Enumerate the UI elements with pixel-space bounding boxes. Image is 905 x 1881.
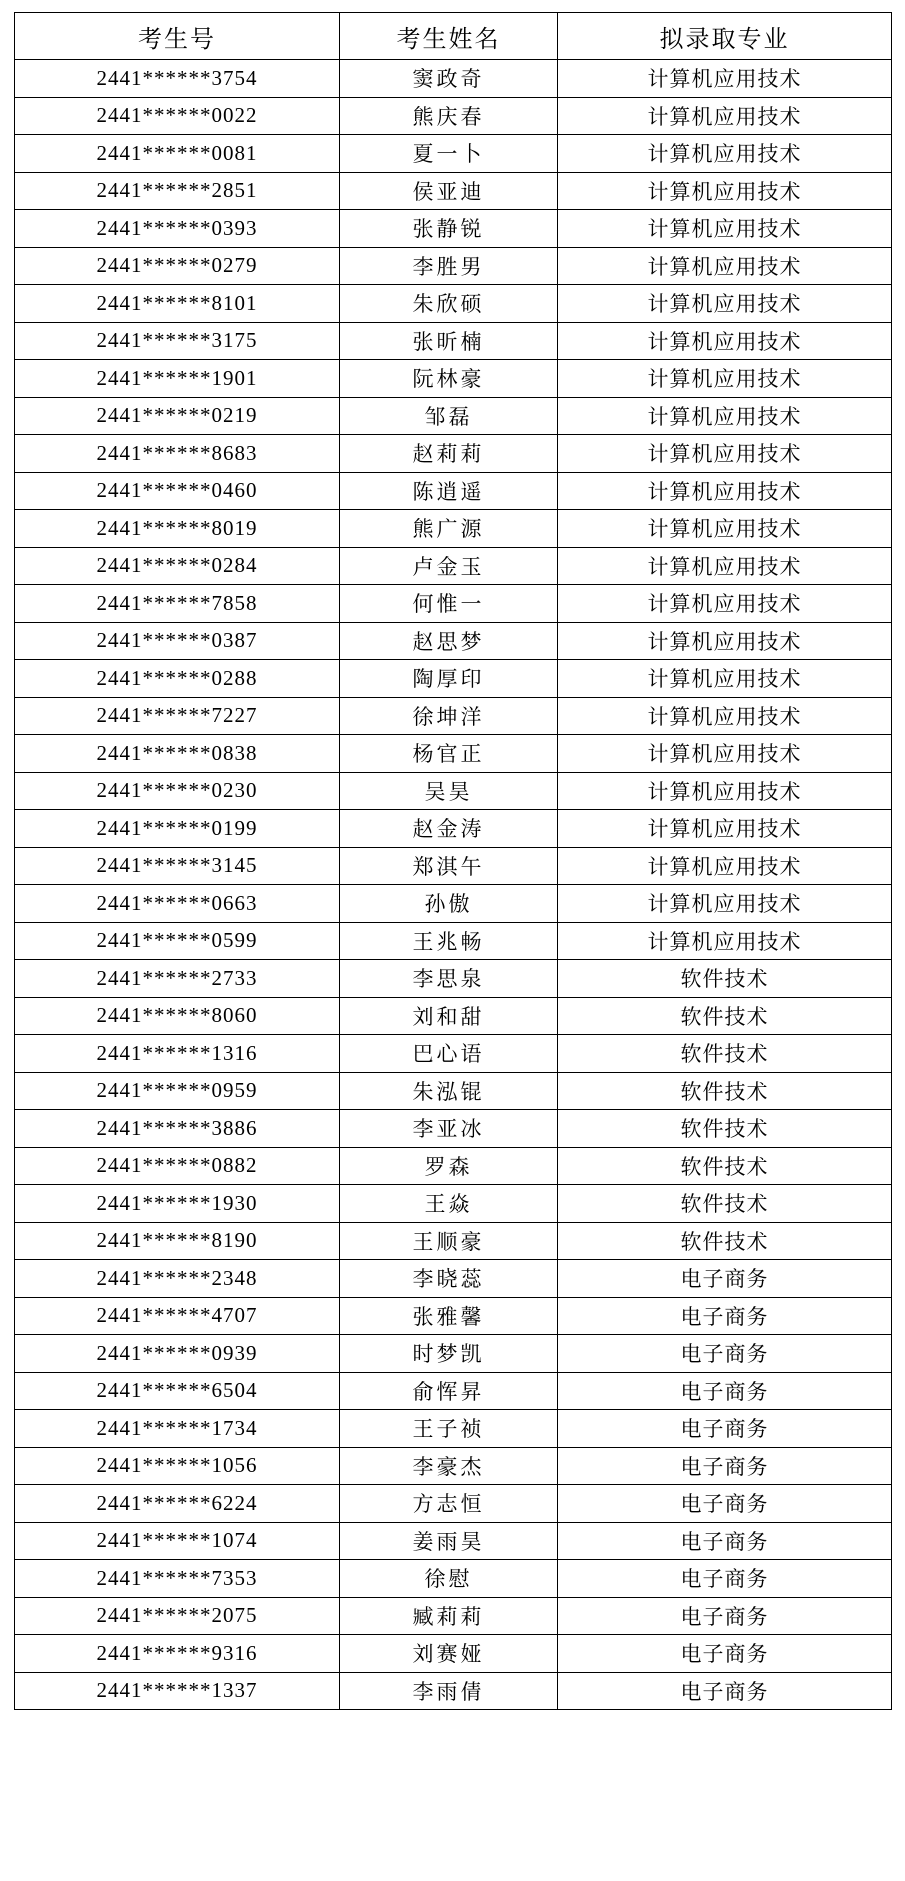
table-row [15,585,892,623]
cell-exam-id: 2441******0219 [15,397,340,435]
cell-name: 王焱 [340,1185,558,1223]
cell-exam-id: 2441******8060 [15,997,340,1035]
cell-major: 电子商务 [558,1485,892,1523]
cell-major: 软件技术 [558,1035,892,1073]
table-row [15,697,892,735]
table-row [15,1072,892,1110]
cell-exam-id: 2441******2733 [15,960,340,998]
table-row [15,472,892,510]
cell-exam-id: 2441******0081 [15,135,340,173]
cell-name: 李胜男 [340,247,558,285]
cell-name: 王顺豪 [340,1222,558,1260]
table-row [15,60,892,98]
cell-name: 王兆畅 [340,922,558,960]
cell-major: 软件技术 [558,997,892,1035]
cell-name: 陶厚印 [340,660,558,698]
cell-major: 计算机应用技术 [558,735,892,773]
table-row [15,922,892,960]
table-row [15,1522,892,1560]
cell-major: 电子商务 [558,1260,892,1298]
cell-exam-id: 2441******1056 [15,1447,340,1485]
cell-name: 窦政奇 [340,60,558,98]
cell-exam-id: 2441******1734 [15,1410,340,1448]
cell-exam-id: 2441******0199 [15,810,340,848]
cell-name: 罗森 [340,1147,558,1185]
table-row [15,810,892,848]
table-row [15,510,892,548]
cell-name: 徐坤洋 [340,697,558,735]
cell-exam-id: 2441******9316 [15,1635,340,1673]
table-row [15,1672,892,1710]
table-row [15,1635,892,1673]
cell-name: 臧莉莉 [340,1597,558,1635]
cell-name: 姜雨昊 [340,1522,558,1560]
table-row [15,847,892,885]
cell-major: 电子商务 [558,1410,892,1448]
cell-name: 阮林豪 [340,360,558,398]
table-row [15,660,892,698]
cell-major: 计算机应用技术 [558,135,892,173]
table-row [15,397,892,435]
cell-major: 计算机应用技术 [558,435,892,473]
cell-exam-id: 2441******0288 [15,660,340,698]
table-row [15,97,892,135]
cell-major: 计算机应用技术 [558,772,892,810]
cell-name: 卢金玉 [340,547,558,585]
table-row [15,322,892,360]
cell-name: 刘和甜 [340,997,558,1035]
cell-name: 杨官正 [340,735,558,773]
cell-exam-id: 2441******4707 [15,1297,340,1335]
table-header [15,13,892,60]
cell-exam-id: 2441******0022 [15,97,340,135]
cell-name: 李思泉 [340,960,558,998]
cell-exam-id: 2441******0599 [15,922,340,960]
cell-name: 赵莉莉 [340,435,558,473]
cell-name: 陈逍遥 [340,472,558,510]
cell-exam-id: 2441******0959 [15,1072,340,1110]
cell-major: 软件技术 [558,960,892,998]
cell-major: 计算机应用技术 [558,622,892,660]
table-header-row [15,13,892,60]
cell-name: 张昕楠 [340,322,558,360]
cell-exam-id: 2441******0387 [15,622,340,660]
table-row [15,1260,892,1298]
cell-name: 李雨倩 [340,1672,558,1710]
cell-exam-id: 2441******3175 [15,322,340,360]
table-row [15,1410,892,1448]
cell-name: 侯亚迪 [340,172,558,210]
cell-major: 计算机应用技术 [558,885,892,923]
cell-exam-id: 2441******1930 [15,1185,340,1223]
table-row [15,960,892,998]
table-row [15,997,892,1035]
cell-major: 计算机应用技术 [558,510,892,548]
cell-name: 李亚冰 [340,1110,558,1148]
cell-exam-id: 2441******7353 [15,1560,340,1598]
cell-exam-id: 2441******2348 [15,1260,340,1298]
cell-major: 计算机应用技术 [558,247,892,285]
cell-major: 计算机应用技术 [558,322,892,360]
table-row [15,885,892,923]
cell-exam-id: 2441******1316 [15,1035,340,1073]
table-row [15,172,892,210]
table-row [15,1597,892,1635]
cell-exam-id: 2441******8101 [15,285,340,323]
cell-major: 计算机应用技术 [558,810,892,848]
table-row [15,1222,892,1260]
cell-major: 电子商务 [558,1560,892,1598]
cell-exam-id: 2441******7858 [15,585,340,623]
cell-exam-id: 2441******0230 [15,772,340,810]
table-row [15,360,892,398]
cell-major: 软件技术 [558,1147,892,1185]
cell-exam-id: 2441******0284 [15,547,340,585]
cell-major: 电子商务 [558,1597,892,1635]
table-row [15,285,892,323]
table-row [15,210,892,248]
cell-major: 计算机应用技术 [558,97,892,135]
table-row [15,1185,892,1223]
cell-name: 刘赛娅 [340,1635,558,1673]
table-row [15,1372,892,1410]
cell-name: 郑淇午 [340,847,558,885]
column-header-major: 拟录取专业 [558,13,892,60]
table-body [15,60,892,1710]
table-row [15,1485,892,1523]
cell-major: 电子商务 [558,1297,892,1335]
cell-name: 张雅馨 [340,1297,558,1335]
cell-exam-id: 2441******0882 [15,1147,340,1185]
cell-name: 熊庆春 [340,97,558,135]
table-row [15,1297,892,1335]
cell-name: 巴心语 [340,1035,558,1073]
cell-exam-id: 2441******8019 [15,510,340,548]
cell-exam-id: 2441******3754 [15,60,340,98]
cell-name: 李晓蕊 [340,1260,558,1298]
table-row [15,435,892,473]
table-row [15,1110,892,1148]
cell-major: 电子商务 [558,1522,892,1560]
cell-major: 计算机应用技术 [558,547,892,585]
cell-major: 计算机应用技术 [558,285,892,323]
cell-name: 李豪杰 [340,1447,558,1485]
cell-major: 计算机应用技术 [558,210,892,248]
column-header-name: 考生姓名 [340,13,558,60]
cell-name: 王子祯 [340,1410,558,1448]
table-row [15,1560,892,1598]
cell-major: 计算机应用技术 [558,360,892,398]
cell-exam-id: 2441******0663 [15,885,340,923]
cell-exam-id: 2441******0460 [15,472,340,510]
table-row [15,772,892,810]
cell-major: 计算机应用技术 [558,472,892,510]
cell-major: 软件技术 [558,1185,892,1223]
cell-major: 电子商务 [558,1672,892,1710]
cell-name: 熊广源 [340,510,558,548]
cell-major: 计算机应用技术 [558,660,892,698]
cell-name: 邹磊 [340,397,558,435]
cell-major: 计算机应用技术 [558,697,892,735]
cell-exam-id: 2441******0939 [15,1335,340,1373]
cell-exam-id: 2441******6504 [15,1372,340,1410]
cell-name: 吴昊 [340,772,558,810]
table-row [15,1335,892,1373]
cell-exam-id: 2441******2851 [15,172,340,210]
cell-name: 赵思梦 [340,622,558,660]
cell-major: 计算机应用技术 [558,847,892,885]
cell-exam-id: 2441******1901 [15,360,340,398]
table-row [15,1447,892,1485]
cell-major: 电子商务 [558,1335,892,1373]
table-row [15,247,892,285]
cell-name: 俞恽昇 [340,1372,558,1410]
cell-major: 软件技术 [558,1072,892,1110]
cell-major: 软件技术 [558,1110,892,1148]
table-row [15,622,892,660]
cell-major: 计算机应用技术 [558,60,892,98]
cell-name: 赵金涛 [340,810,558,848]
cell-exam-id: 2441******6224 [15,1485,340,1523]
cell-exam-id: 2441******0838 [15,735,340,773]
cell-exam-id: 2441******7227 [15,697,340,735]
cell-name: 夏一卜 [340,135,558,173]
table-row [15,735,892,773]
table-row [15,1035,892,1073]
cell-exam-id: 2441******3886 [15,1110,340,1148]
cell-exam-id: 2441******1337 [15,1672,340,1710]
admission-table [14,12,892,1710]
cell-major: 电子商务 [558,1635,892,1673]
cell-exam-id: 2441******2075 [15,1597,340,1635]
cell-exam-id: 2441******1074 [15,1522,340,1560]
cell-major: 计算机应用技术 [558,397,892,435]
cell-major: 软件技术 [558,1222,892,1260]
cell-name: 朱泓锟 [340,1072,558,1110]
cell-exam-id: 2441******3145 [15,847,340,885]
cell-major: 计算机应用技术 [558,585,892,623]
cell-exam-id: 2441******0393 [15,210,340,248]
cell-name: 徐慰 [340,1560,558,1598]
cell-exam-id: 2441******0279 [15,247,340,285]
cell-exam-id: 2441******8190 [15,1222,340,1260]
cell-name: 朱欣硕 [340,285,558,323]
cell-name: 方志恒 [340,1485,558,1523]
cell-major: 电子商务 [558,1372,892,1410]
cell-major: 计算机应用技术 [558,172,892,210]
column-header-exam-id: 考生号 [15,13,340,60]
table-row [15,547,892,585]
cell-name: 何惟一 [340,585,558,623]
cell-name: 时梦凯 [340,1335,558,1373]
table-row [15,1147,892,1185]
cell-name: 孙傲 [340,885,558,923]
table-row [15,135,892,173]
cell-exam-id: 2441******8683 [15,435,340,473]
cell-major: 电子商务 [558,1447,892,1485]
cell-major: 计算机应用技术 [558,922,892,960]
cell-name: 张静锐 [340,210,558,248]
